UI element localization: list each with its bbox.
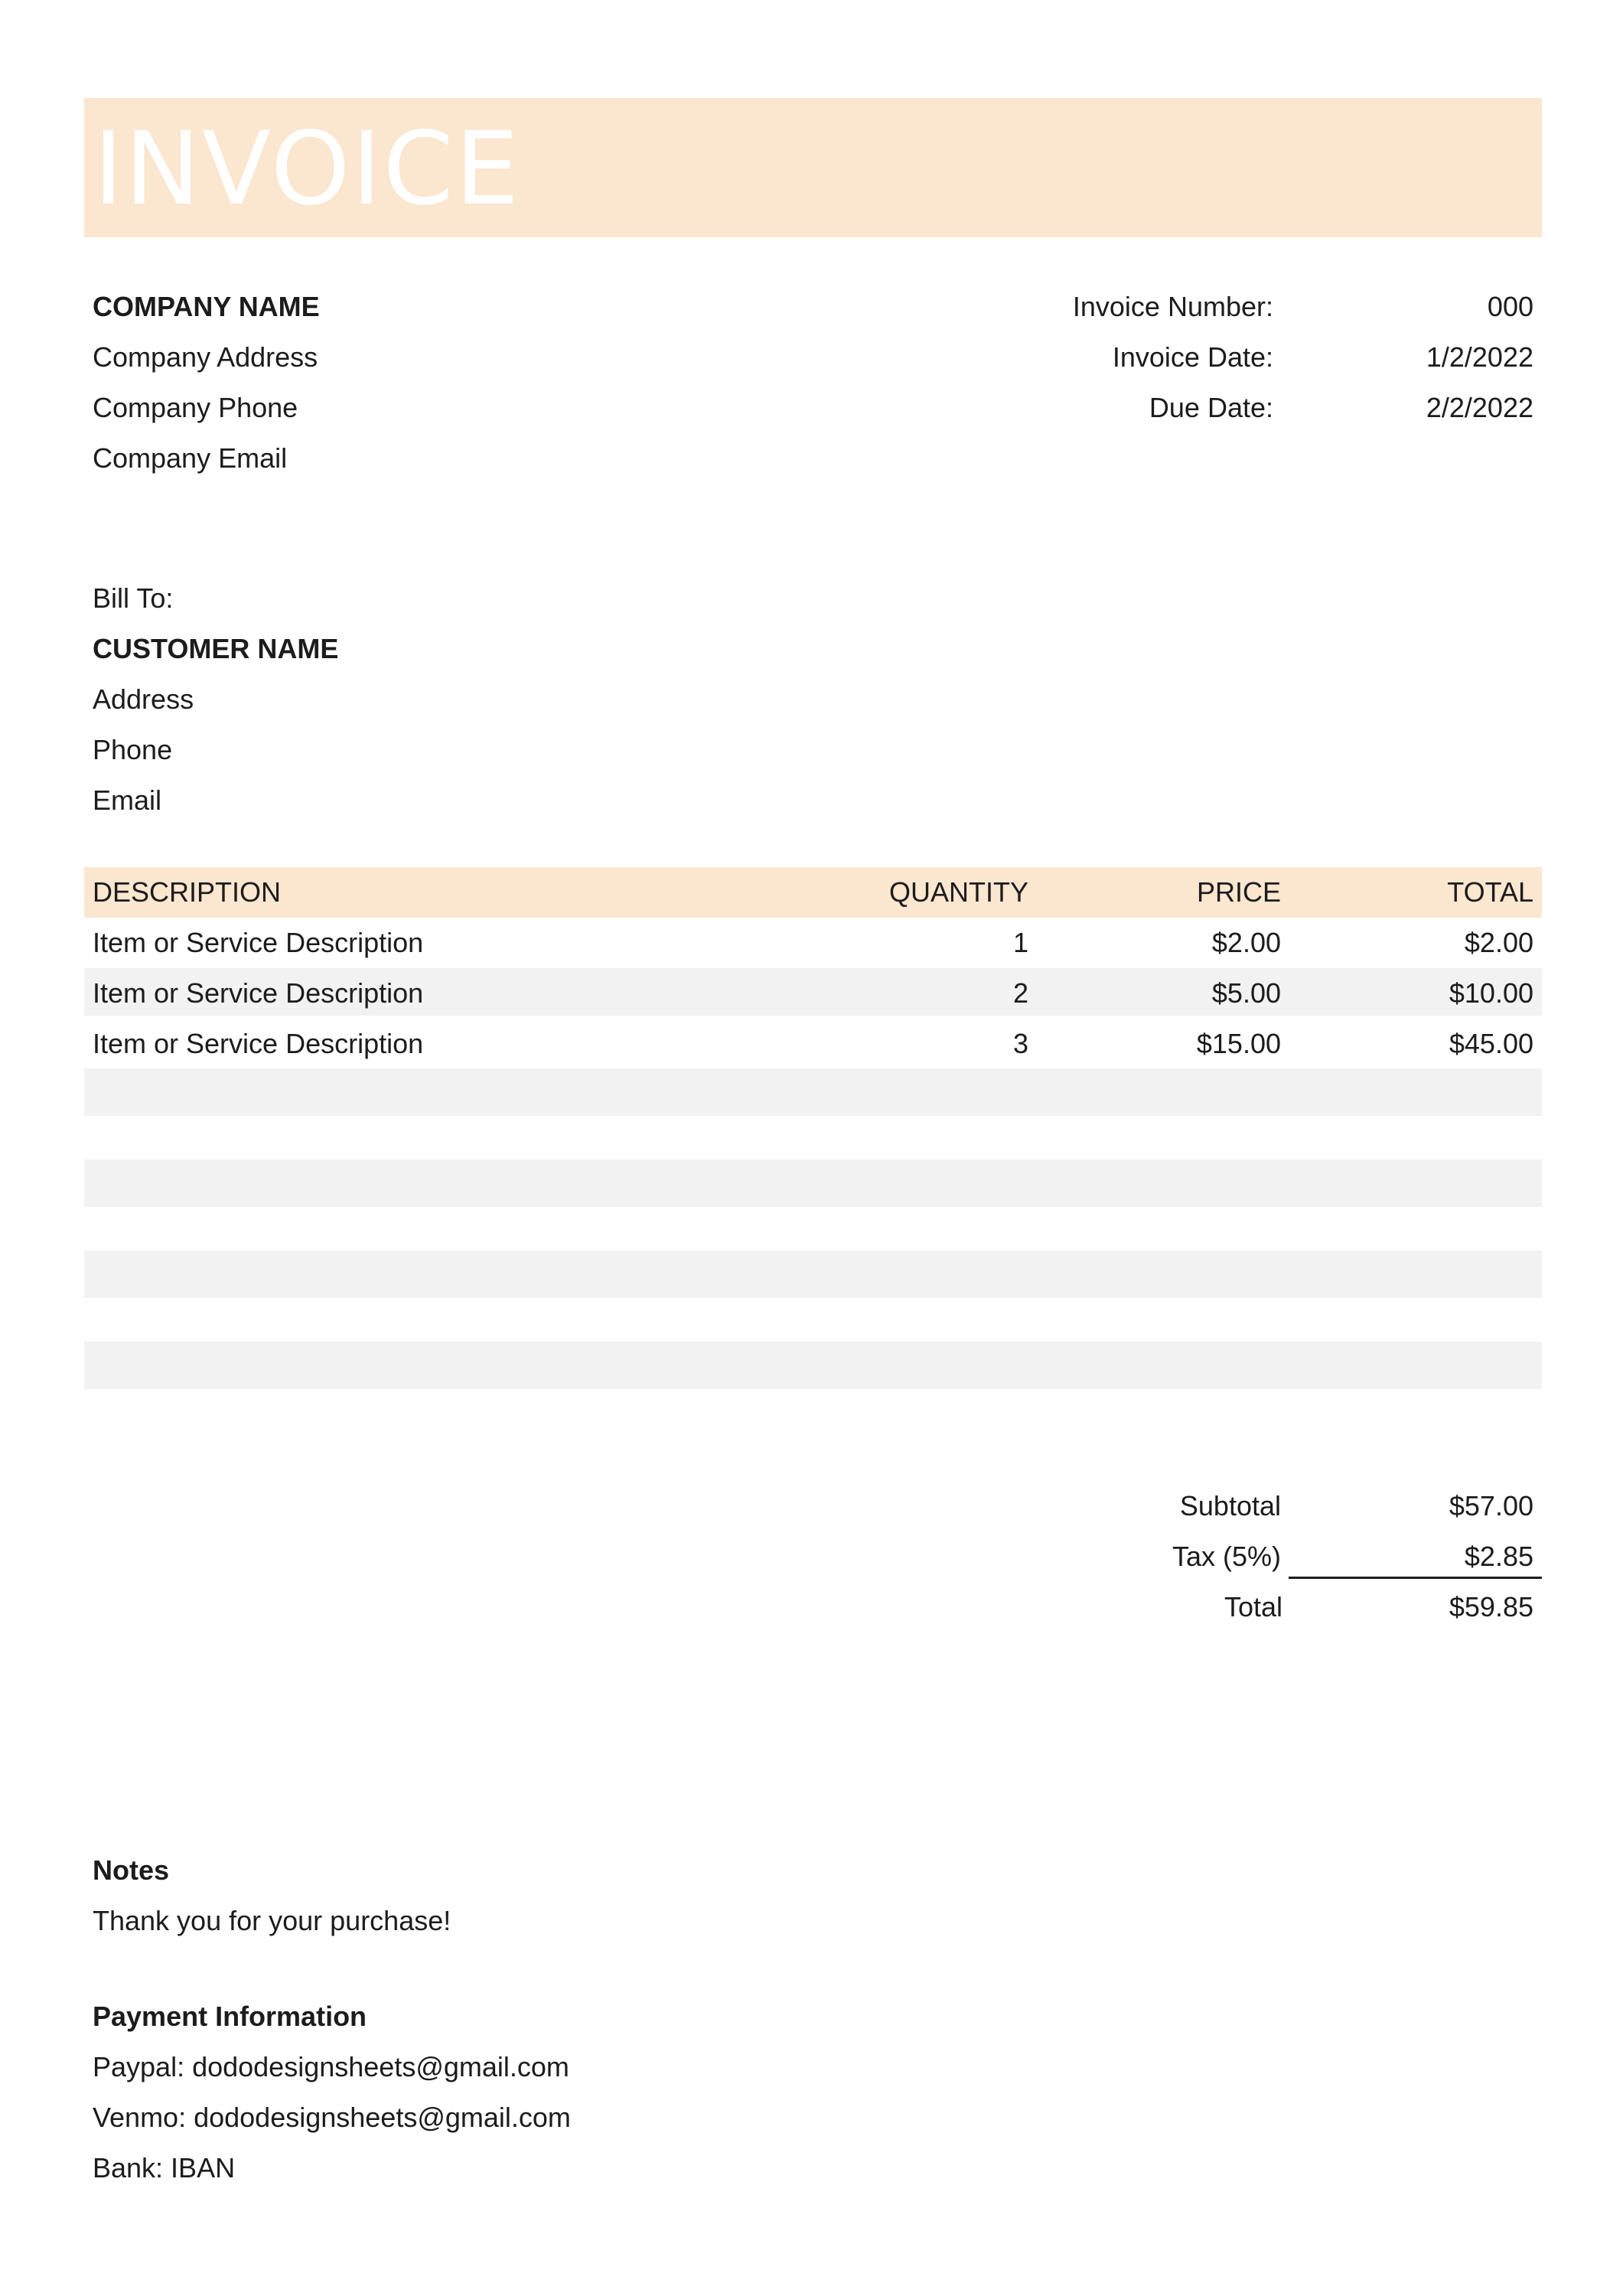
table-row-stripe: [84, 1159, 1542, 1207]
invoice-header-banner: [84, 98, 1542, 237]
customer-phone: Phone: [93, 734, 173, 765]
item-quantity: 1: [1012, 927, 1028, 958]
subtotal-label: Subtotal: [1179, 1490, 1281, 1521]
column-header-total: TOTAL: [1447, 876, 1533, 908]
payment-heading: Payment Information: [93, 2001, 367, 2032]
item-quantity: 3: [1012, 1028, 1028, 1059]
due-date-label: Due Date:: [1149, 392, 1273, 423]
notes-text: Thank you for your purchase!: [93, 1905, 451, 1936]
item-price: $2.00: [1211, 927, 1281, 958]
item-description: Item or Service Description: [93, 977, 424, 1009]
invoice-number-value: 000: [1487, 291, 1533, 322]
column-header-quantity: QUANTITY: [888, 876, 1028, 908]
due-date-value: 2/2/2022: [1426, 392, 1533, 423]
tax-value: $2.85: [1464, 1541, 1533, 1572]
invoice-date-label: Invoice Date:: [1112, 341, 1273, 373]
item-description: Item or Service Description: [93, 1028, 424, 1059]
customer-email: Email: [93, 784, 162, 816]
total-value: $59.85: [1449, 1591, 1533, 1623]
item-quantity: 2: [1012, 977, 1028, 1009]
item-description: Item or Service Description: [93, 927, 424, 958]
total-label: Total: [1224, 1591, 1282, 1623]
table-row-stripe: [84, 1068, 1542, 1116]
table-row-stripe: [84, 1251, 1542, 1298]
totals-divider: [1289, 1577, 1542, 1579]
bill-to-label: Bill To:: [93, 582, 174, 614]
table-row-stripe: [84, 1342, 1542, 1389]
payment-bank: Bank: IBAN: [93, 2152, 236, 2183]
item-total: $10.00: [1449, 977, 1533, 1009]
item-price: $15.00: [1196, 1028, 1281, 1059]
invoice-title: INVOICE: [93, 110, 521, 228]
subtotal-value: $57.00: [1449, 1490, 1533, 1521]
company-address: Company Address: [93, 341, 318, 373]
company-email: Company Email: [93, 442, 288, 474]
company-name: COMPANY NAME: [93, 291, 320, 322]
payment-venmo: Venmo: dododesignsheets@gmail.com: [93, 2102, 571, 2133]
tax-label: Tax (5%): [1172, 1541, 1281, 1572]
item-total: $2.00: [1464, 927, 1533, 958]
item-total: $45.00: [1449, 1028, 1533, 1059]
invoice-date-value: 1/2/2022: [1426, 341, 1533, 373]
item-price: $5.00: [1211, 977, 1281, 1009]
customer-address: Address: [93, 683, 194, 715]
company-phone: Company Phone: [93, 392, 298, 423]
invoice-number-label: Invoice Number:: [1072, 291, 1273, 322]
payment-paypal: Paypal: dododesignsheets@gmail.com: [93, 2051, 569, 2082]
customer-name: CUSTOMER NAME: [93, 633, 339, 664]
notes-heading: Notes: [93, 1854, 170, 1886]
column-header-description: DESCRIPTION: [93, 876, 282, 908]
column-header-price: PRICE: [1196, 876, 1281, 908]
